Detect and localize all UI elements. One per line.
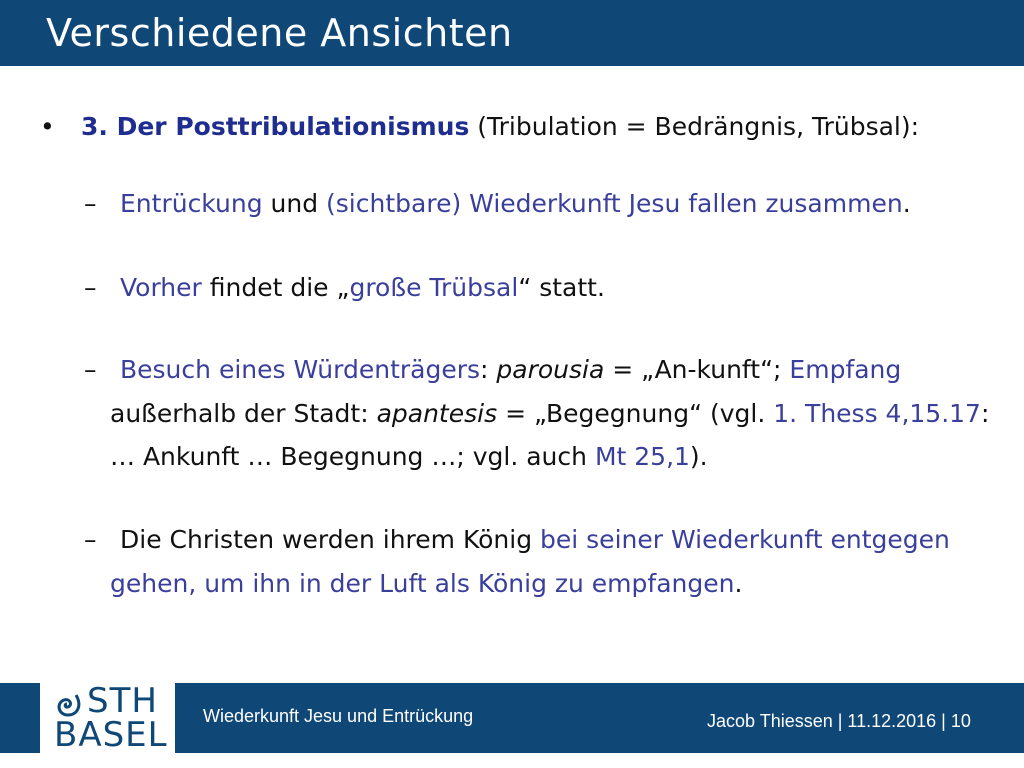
- item-3-l2-part-5: :: [980, 399, 990, 428]
- item-3-l2-part-1: außerhalb der Stadt:: [110, 399, 377, 428]
- item-3-line-1: [120, 353, 901, 387]
- bullet-heading-rest: (Tribulation = Bedrängnis, Trübsal):: [469, 112, 920, 141]
- item-2-line: [120, 271, 605, 305]
- dash-marker-4: –: [84, 525, 97, 554]
- item-3-l3-part-1: … Ankunft … Begegnung …; vgl. auch: [110, 442, 595, 471]
- item-4-l2-part-2: .: [734, 569, 743, 598]
- item-2-part-1: Vorher: [120, 273, 202, 302]
- item-3-l1-part-4: = „An-kunft“;: [604, 355, 790, 384]
- bullet-heading: 3. Der Posttribulationismus: [81, 112, 470, 141]
- slide-title: Verschiedene Ansichten: [46, 11, 513, 55]
- item-1-part-2: und: [262, 189, 327, 218]
- dash-marker-1: –: [84, 189, 97, 218]
- bullet-heading-line: [81, 110, 919, 144]
- dash-marker-2: –: [84, 273, 97, 302]
- sth-basel-logo: [40, 683, 175, 753]
- item-3-l1-part-5: Empfang: [789, 355, 902, 384]
- item-4-line-2: [110, 567, 742, 601]
- item-1-part-4: .: [902, 189, 911, 218]
- item-1-line: [120, 187, 911, 221]
- item-1-part-3: (sichtbare) Wiederkunft Jesu fallen zusammen: [326, 189, 903, 218]
- footer-author-date-page: Jacob Thiessen | 11.12.2016 | 10: [707, 711, 971, 731]
- item-3-l1-part-2: :: [480, 355, 497, 384]
- item-1-part-1: Entrückung: [120, 189, 263, 218]
- item-4-l1-part-1: Die Christen werden ihrem König: [120, 525, 541, 554]
- item-3-line-2: [110, 397, 989, 431]
- item-3-l1-part-1: Besuch eines Würdenträgers: [120, 355, 481, 384]
- bullet-marker: •: [40, 112, 55, 141]
- item-2-part-3: große Trübsal: [349, 273, 519, 302]
- dash-marker-3: –: [84, 355, 97, 384]
- item-3-l2-part-4: 1. Thess 4,15.17: [773, 399, 981, 428]
- item-2-part-4: “ statt.: [518, 273, 605, 302]
- logo-basel-text: BASEL: [54, 715, 168, 755]
- item-4-line-1: [120, 523, 950, 557]
- item-3-line-3: [110, 440, 708, 474]
- item-3-l3-part-2: Mt 25,1: [594, 442, 690, 471]
- logo-sth-text: STH: [87, 681, 158, 721]
- item-4-l1-part-2: bei seiner Wiederkunft entgegen: [540, 525, 950, 554]
- item-3-l2-part-3: = „Begegnung“ (vgl.: [497, 399, 774, 428]
- item-2-part-2: findet die „: [201, 273, 350, 302]
- footer-topic: Wiederkunft Jesu und Entrückung: [203, 706, 474, 726]
- item-3-l2-part-2: apantesis: [376, 399, 498, 428]
- item-4-l2-part-1: gehen, um ihn in der Luft als König zu empfangen: [110, 569, 735, 598]
- item-3-l3-part-3: ).: [689, 442, 708, 471]
- item-3-l1-part-3: parousia: [496, 355, 605, 384]
